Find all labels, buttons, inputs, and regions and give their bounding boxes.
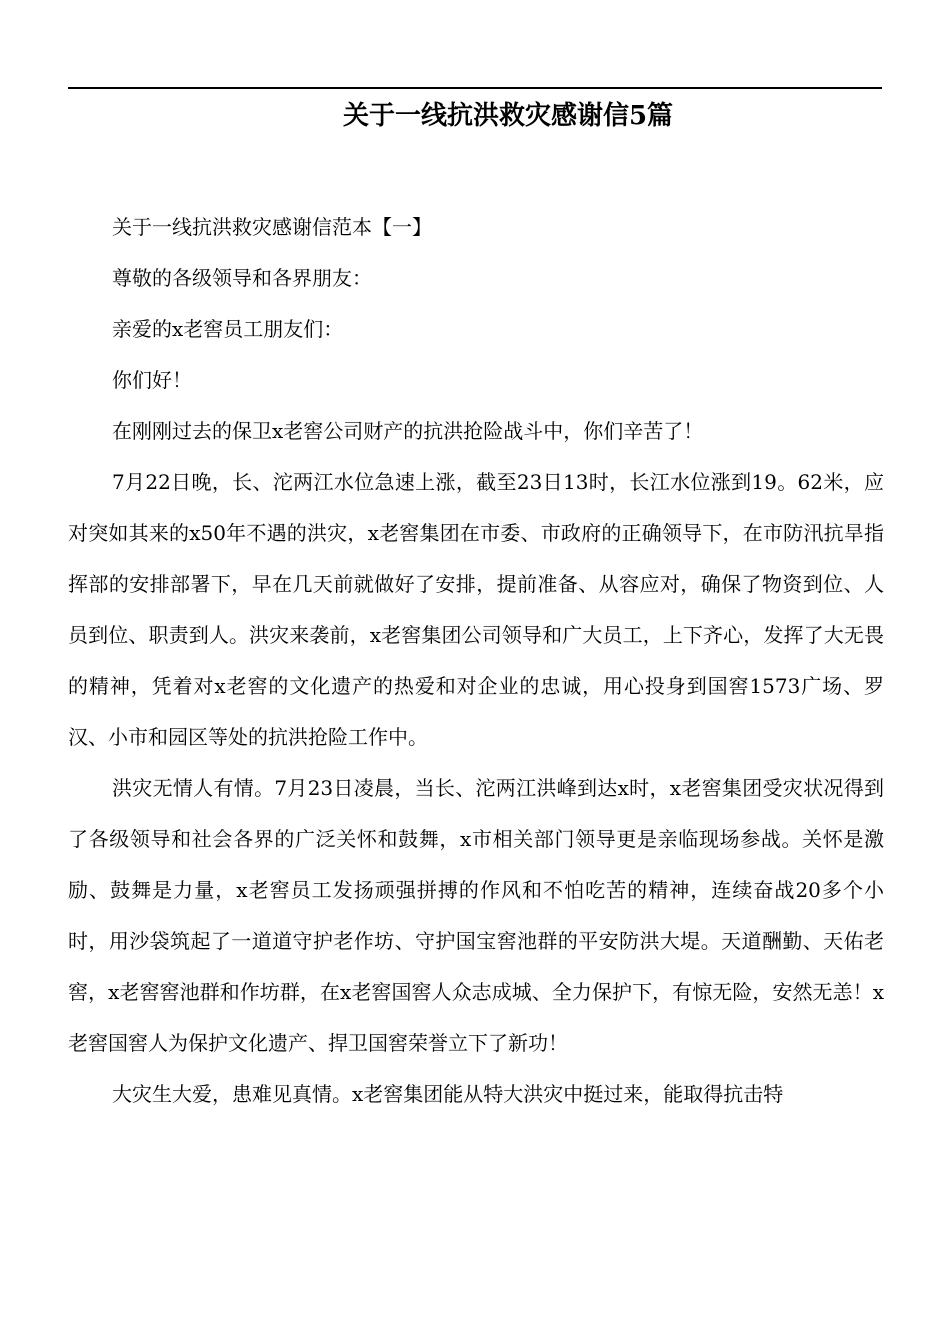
body-paragraph: 大灾生大爱，患难见真情。x老窖集团能从特大洪灾中挺过来，能取得抗击特: [112, 1082, 784, 1106]
salutation-staff: 亲爱的x老窖员工朋友们：: [112, 317, 344, 341]
document-title: 关于一线抗洪救灾感谢信5篇: [342, 101, 674, 131]
header-rule: [68, 87, 882, 89]
salutation-leaders: 尊敬的各级领导和各界朋友：: [112, 266, 372, 290]
body-paragraph: 7月22日晚，长、沱两江水位急速上涨，截至23日13时，长江水位涨到19。62米，应对突如其来的x50年不遇的洪灾，x老窖集团在市委、市政府的正确领导下，在市防汛抗旱指挥部的安排部署下，早在几天前就做好了安排，提前准备、从容应对，确保了物资到位、人员到位、职责到人。洪灾来袭前，x老窖集团公司领导和广大员工，上下齐心，发挥了大无畏的精神，凭着对x老窖的文化遗产的热爱和对企业的忠诚，用心投身到国窖1573广场、罗汉、小市和园区等处的抗洪抢险工作中。: [68, 470, 884, 749]
section-heading: 关于一线抗洪救灾感谢信范本【一】: [112, 215, 432, 239]
greeting: 你们好！: [112, 368, 192, 392]
body-paragraph: 洪灾无情人有情。7月23日凌晨，当长、沱两江洪峰到达x时，x老窖集团受灾状况得到了各级领导和社会各界的广泛关怀和鼓舞，x市相关部门领导更是亲临现场参战。关怀是激励、鼓舞是力量，x老窖员工发扬顽强拼搏的作风和不怕吃苦的精神，连续奋战20多个小时，用沙袋筑起了一道道守护老作坊、守护国宝窖池群的平安防洪大堤。天道酬勤、天佑老窖，x老窖窖池群和作坊群，在x老窖国窖人众志成城、全力保护下，有惊无险，安然无恙！x老窖国窖人为保护文化遗产、捍卫国窖荣誉立下了新功！: [68, 776, 884, 1055]
body-paragraph: 在刚刚过去的保卫x老窖公司财产的抗洪抢险战斗中，你们辛苦了！: [112, 419, 704, 443]
document-body: [68, 202, 884, 1120]
